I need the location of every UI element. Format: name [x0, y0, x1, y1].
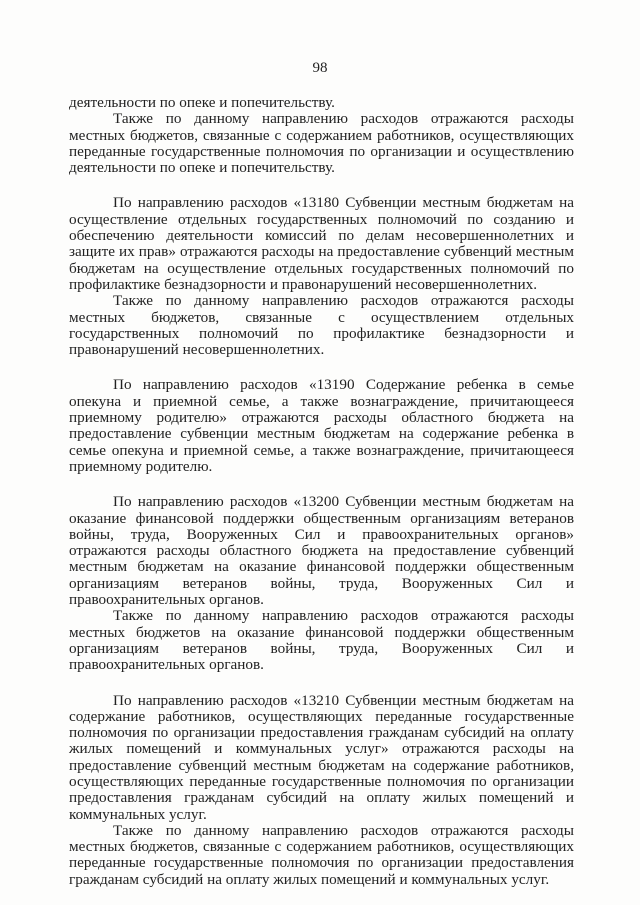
paragraph-13180-also: Также по данному направлению расходов отражаются расходы местных бюджетов, связанные с осуществлением отдельных государственных полномочий по профилактике безнадзорности и правонарушений несовершеннолетних.	[69, 292, 574, 359]
document-body	[69, 95, 574, 888]
paragraph-guardianship-staff: Также по данному направлению расходов отражаются расходы местных бюджетов, связанные с содержанием работников, осуществляющих переданные государственные полномочия по организации и осуществлению деятельности по опеке и попечительству.	[69, 110, 574, 177]
paragraph-13180: По направлению расходов «13180 Субвенции местным бюджетам на осуществление отдельных государственных полномочий по созданию и обеспечению деятельности комиссий по делам несовершеннолетних и защите их прав» отражаются расходы на предоставление субвенций местным бюджетам на осуществление отдельных государственных полномочий по профилактике безнадзорности и правонарушений несовершеннолетних.	[69, 194, 574, 293]
page-number: 98	[312, 60, 328, 76]
paragraph-13190: По направлению расходов «13190 Содержание ребенка в семье опекуна и приемной семье, а также вознаграждение, причитающееся приемному родителю» отражаются расходы областного бюджета на предоставление субвенции местным бюджетам на содержание ребенка в семье опекуна и приемной семье, а также вознаграждение, причитающееся приемному родителю.	[69, 376, 574, 475]
paragraph-13210-also: Также по данному направлению расходов отражаются расходы местных бюджетов, связанные с содержанием работников, осуществляющих переданные государственные полномочия по организации предоставления гражданам субсидий на оплату жилых помещений и коммунальных услуг.	[69, 821, 574, 888]
paragraph-13200-also: Также по данному направлению расходов отражаются расходы местных бюджетов на оказание финансовой поддержки общественным организациям ветеранов войны, труда, Вооруженных Сил и правоохранительных органов.	[69, 607, 574, 674]
paragraph-13210: По направлению расходов «13210 Субвенции местным бюджетам на содержание работников, осуществляющих переданные государственные полномочия по организации предоставления гражданам субсидий на оплату жилых помещений и коммунальных услуг» отражаются расходы на предоставление субвенций местным бюджетам на содержание работников, осуществляющих переданные государственные полномочия по организации предоставления гражданам субсидий на оплату жилых помещений и коммунальных услуг.	[69, 691, 574, 823]
paragraph-13200: По направлению расходов «13200 Субвенции местным бюджетам на оказание финансовой поддержки общественным организациям ветеранов войны, труда, Вооруженных Сил и правоохранительных органов» отражаются расходы областного бюджета на предоставление субвенций местным бюджетам на оказание финансовой поддержки общественным организациям ветеранов войны, труда, Вооруженных Сил и правоохранительных органов.	[69, 493, 574, 609]
paragraph-continuation: деятельности по опеке и попечительству.	[69, 94, 335, 111]
